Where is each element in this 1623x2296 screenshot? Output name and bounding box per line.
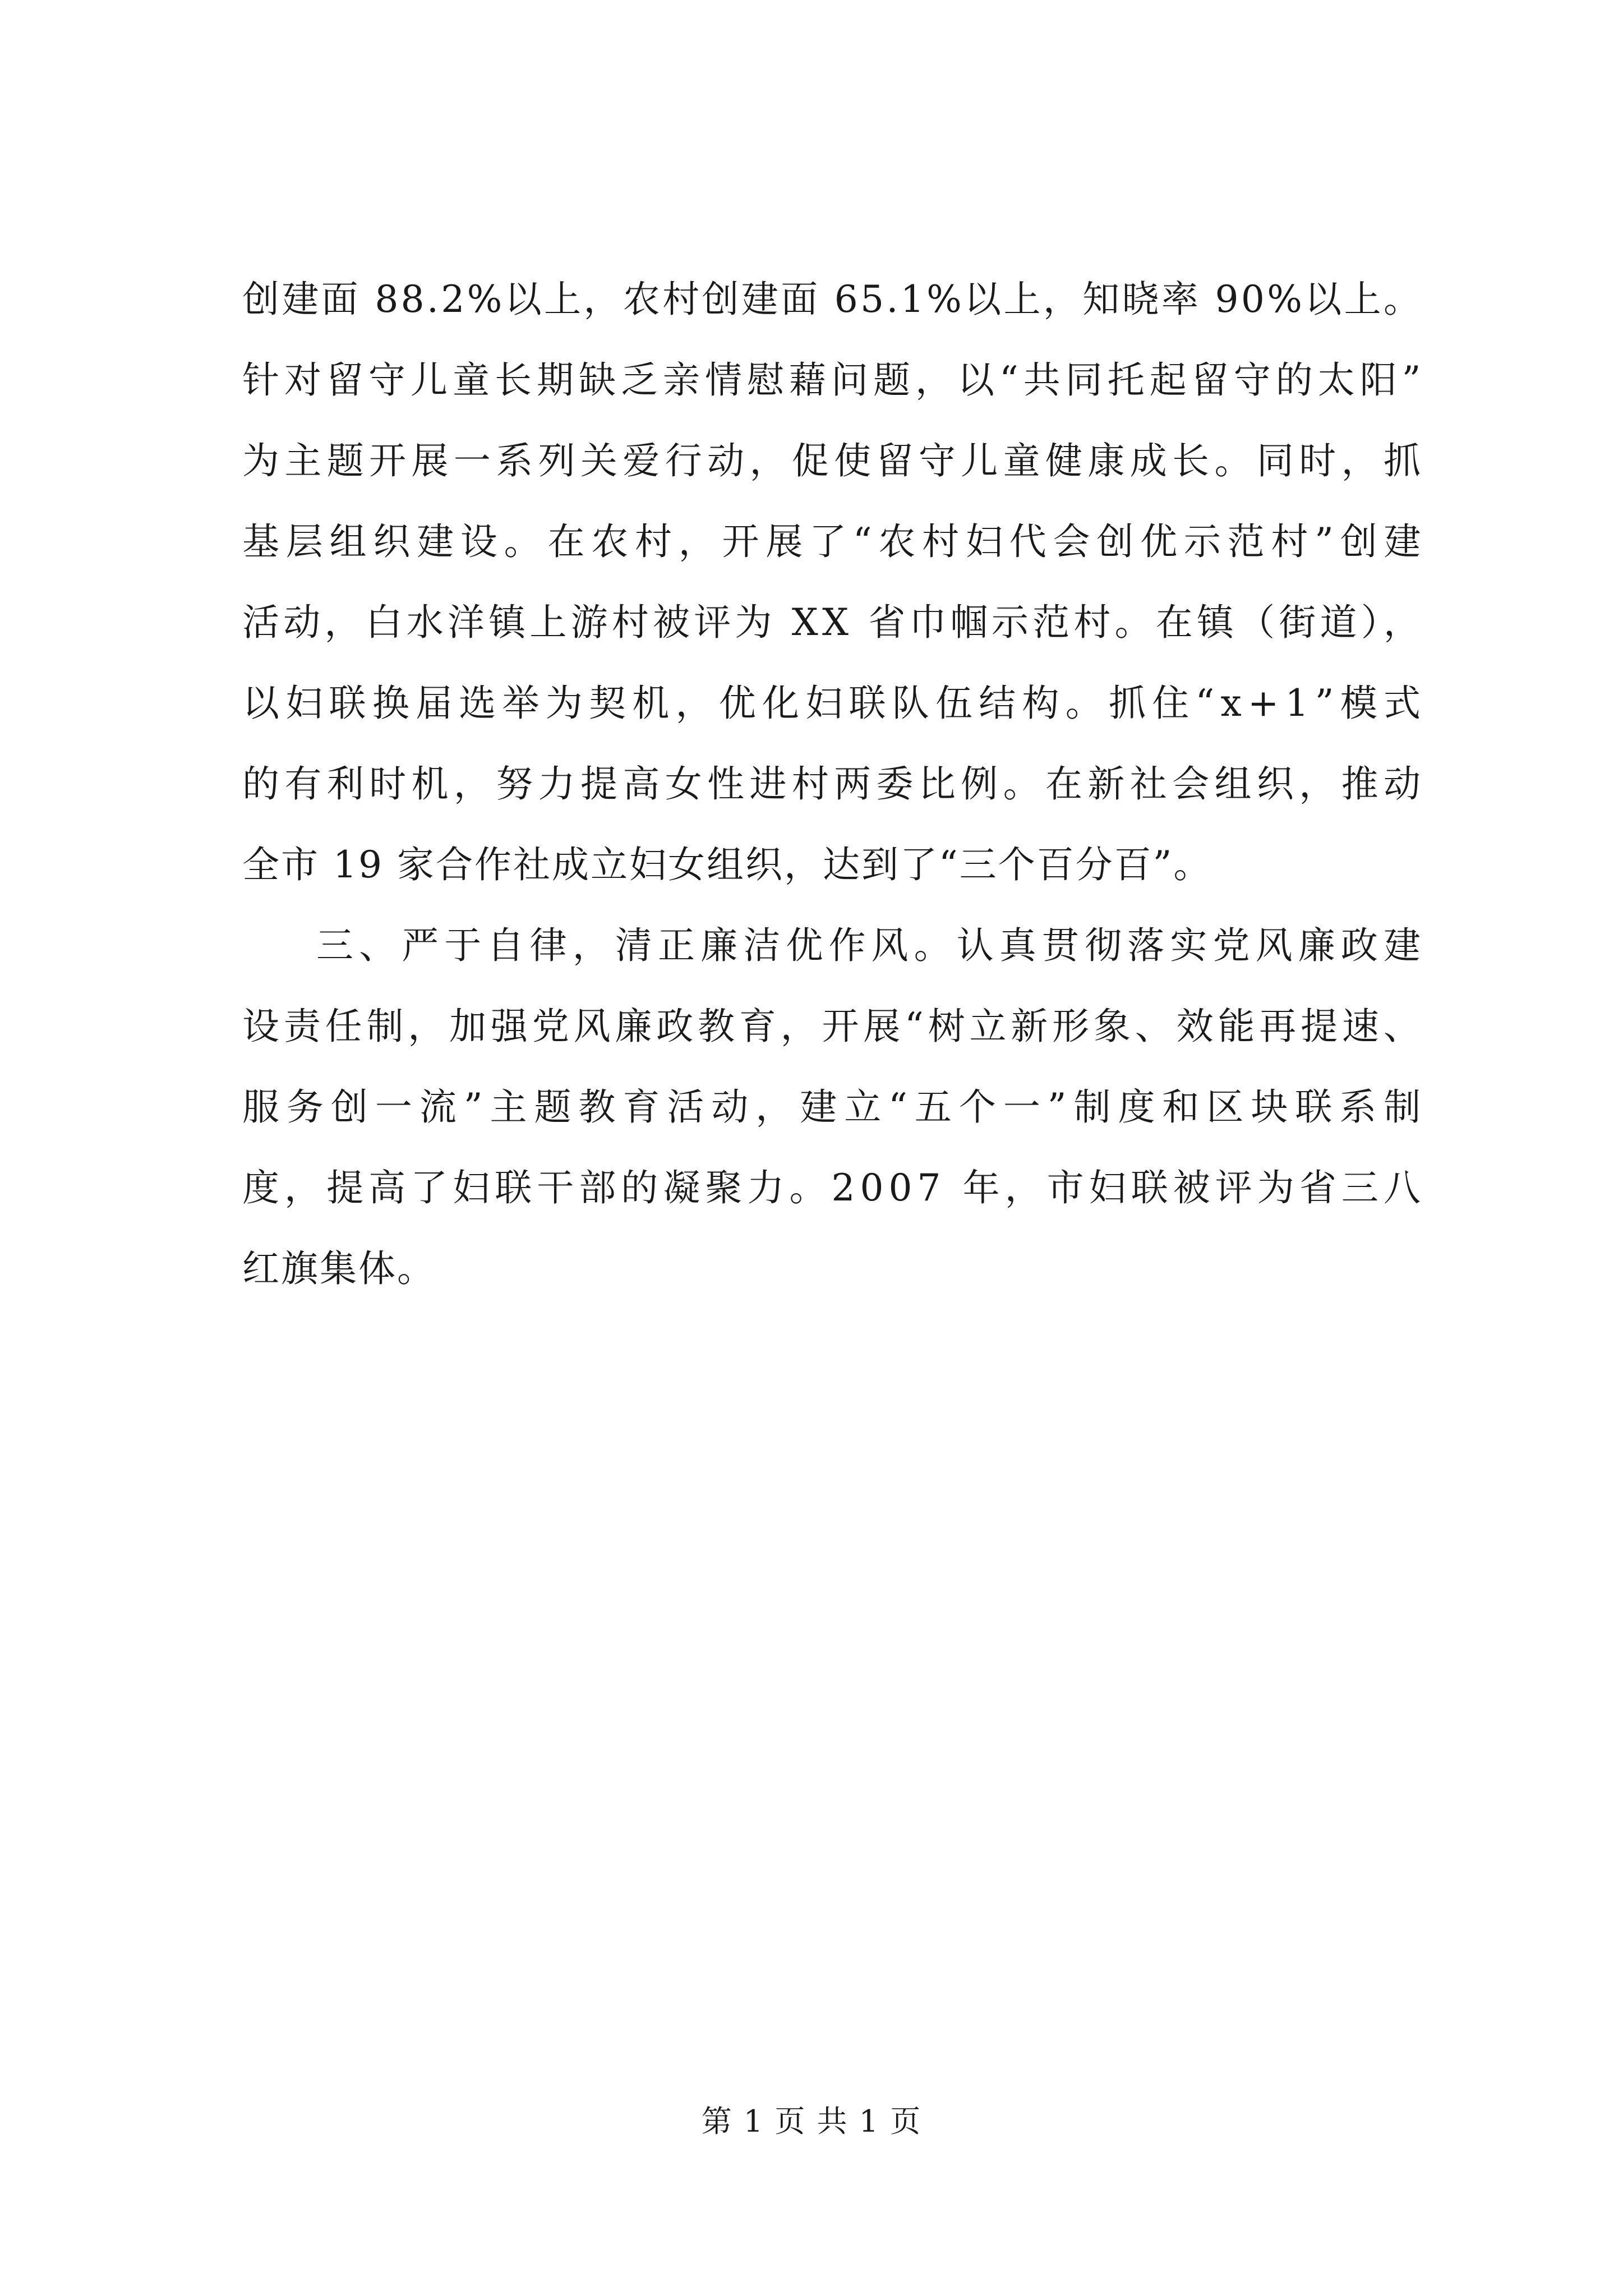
text-line: 为主题开展一系列关爱行动，促使留守儿童健康成长。同时，抓 <box>242 439 1426 482</box>
body-text <box>242 259 1428 1309</box>
text-line: 基层组织建设。在农村，开展了“农村妇代会创优示范村”创建 <box>242 520 1428 563</box>
page-number-label: 第 1 页 共 1 页 <box>701 2104 922 2139</box>
text-line: 红旗集体。 <box>242 1247 436 1290</box>
text-line: 活动，白水洋镇上游村被评为 XX 省巾帼示范村。在镇（街道）， <box>242 601 1425 644</box>
text-line: 以妇联换届选举为契机，优化妇联队伍结构。抓住“x+1”模式 <box>242 682 1427 725</box>
text-line: 创建面 88.2%以上，农村创建面 65.1%以上，知晓率 90%以上。 <box>242 278 1423 321</box>
text-line: 设责任制，加强党风廉政教育，开展“树立新形象、效能再提速、 <box>242 1005 1425 1048</box>
text-line: 全市 19 家合作社成立妇女组织，达到了“三个百分百”。 <box>242 843 1212 886</box>
text-line: 服务创一流”主题教育活动，建立“五个一”制度和区块联系制 <box>242 1085 1428 1129</box>
text-line: 针对留守儿童长期缺乏亲情慰藉问题，以“共同托起留守的太阳” <box>242 358 1426 402</box>
page-footer <box>0 2102 1623 2141</box>
text-line: 的有利时机，努力提高女性进村两委比例。在新社会组织，推动 <box>242 762 1426 806</box>
text-line: 度，提高了妇联干部的凝聚力。2007 年，市妇联被评为省三八 <box>242 1166 1426 1209</box>
paragraph-start-line: 三、严于自律，清正廉洁优作风。认真贯彻落实党风廉政建 <box>316 924 1427 967</box>
